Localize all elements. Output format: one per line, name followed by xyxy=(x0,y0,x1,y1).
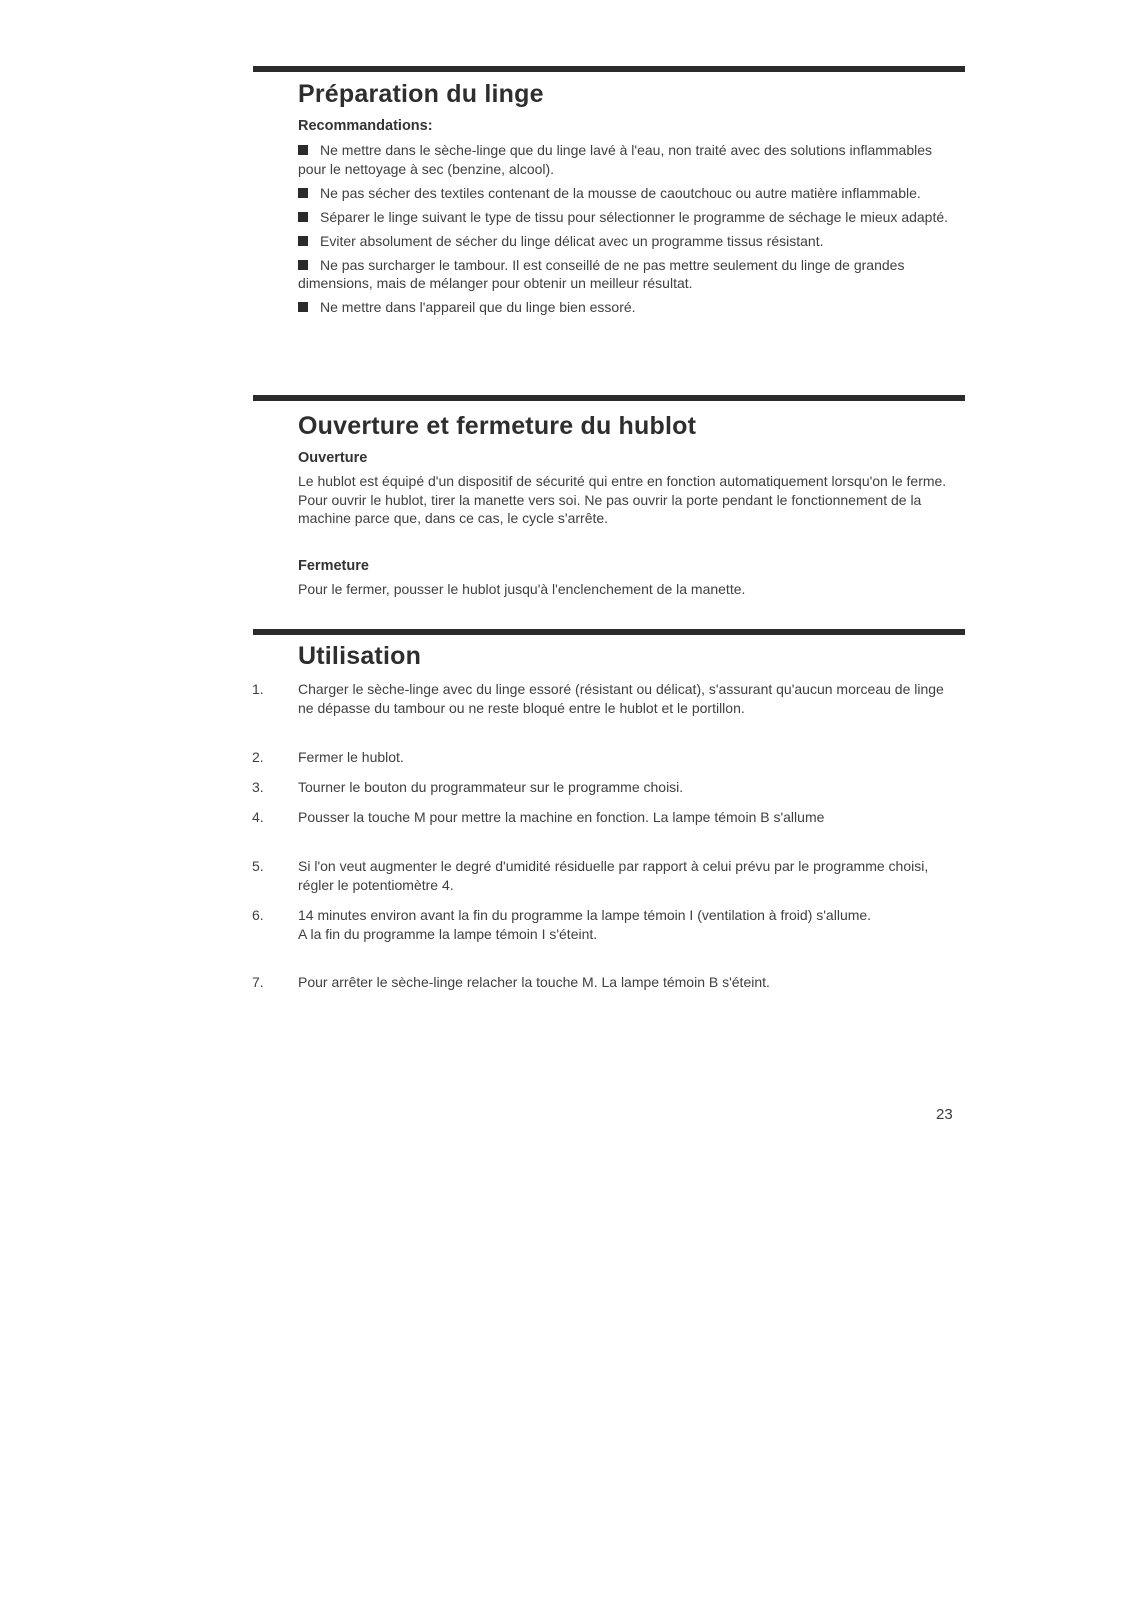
square-bullet-icon xyxy=(298,302,308,312)
list-item: Ne pas sécher des textiles contenant de la mousse de caoutchouc ou autre matière inflammable. xyxy=(298,184,958,203)
list-item: Ne mettre dans le sèche-linge que du linge lavé à l'eau, non traité avec des solutions inflammables pour le nettoyage à sec (benzine, alcool). xyxy=(298,142,933,177)
step-number: 7. xyxy=(252,974,264,990)
square-bullet-icon xyxy=(298,188,308,198)
step-2 xyxy=(252,748,958,767)
step-number: 1. xyxy=(252,681,264,697)
step-number: 3. xyxy=(252,779,264,795)
list-item: Ne pas surcharger le tambour. Il est conseillé de ne pas mettre seulement du linge de grandes dimensions, mais de mélanger pour obtenir un meilleur résultat. xyxy=(298,256,905,291)
subtitle-fermeture: Fermeture xyxy=(298,558,369,574)
step-3 xyxy=(252,778,958,797)
list-item: Séparer le linge suivant le type de tissu pour sélectionner le programme de séchage le mieux adapté. xyxy=(298,208,958,227)
subtitle-recommandations: Recommandations: xyxy=(298,118,433,134)
section-title-hublot: Ouverture et fermeture du hublot xyxy=(298,412,697,440)
list-item: Ne mettre dans l'appareil que du linge bien essoré. xyxy=(298,298,958,317)
step-number: 2. xyxy=(252,749,264,765)
square-bullet-icon xyxy=(298,145,308,155)
step-5 xyxy=(252,857,958,894)
step-number: 6. xyxy=(252,907,264,923)
step-number: 5. xyxy=(252,858,264,874)
section-title-utilisation: Utilisation xyxy=(298,642,422,670)
step-7 xyxy=(252,973,958,992)
section-divider-2 xyxy=(253,395,965,401)
section-title-preparation: Préparation du linge xyxy=(298,80,544,108)
section-divider-3 xyxy=(253,629,965,635)
step-text: 14 minutes environ avant la fin du programme la lampe témoin I (ventilation à froid) s'allume. xyxy=(298,907,872,923)
step-text: Pousser la touche M pour mettre la machine en fonction. La lampe témoin B s'allume xyxy=(298,809,825,825)
square-bullet-icon xyxy=(298,236,308,246)
step-text: Fermer le hublot. xyxy=(298,749,404,765)
step-text: Tourner le bouton du programmateur sur le programme choisi. xyxy=(298,779,684,795)
step-number: 4. xyxy=(252,809,264,825)
section-divider-1 xyxy=(253,66,965,72)
step-4 xyxy=(252,808,958,827)
step-text: Si l'on veut augmenter le degré d'umidité résiduelle par rapport à celui prévu par le programme choisi, régler le potentiomètre 4. xyxy=(298,858,929,893)
page-number: 23 xyxy=(936,1106,953,1123)
step-text-continued: A la fin du programme la lampe témoin I s'éteint. xyxy=(298,925,598,942)
list-item: Eviter absolument de sécher du linge délicat avec un programme tissus résistant. xyxy=(298,232,958,251)
square-bullet-icon xyxy=(298,212,308,222)
subtitle-ouverture: Ouverture xyxy=(298,450,368,466)
step-text: Charger le sèche-linge avec du linge essoré (résistant ou délicat), s'assurant qu'aucun morceau de linge ne dépasse du tambour ou ne reste bloqué entre le hublot et le portillon. xyxy=(298,681,944,716)
recommendations-list xyxy=(298,141,958,322)
paragraph-ouverture: Le hublot est équipé d'un dispositif de sécurité qui entre en fonction automatiquement lorsqu'on le ferme. Pour ouvrir le hublot, tirer la manette vers soi. Ne pas ouvrir la porte pendant le fonctionnement de la machine parce que, dans ce cas, le cycle s'arrête. xyxy=(298,473,947,526)
step-1 xyxy=(252,680,958,717)
step-text: Pour arrêter le sèche-linge relacher la touche M. La lampe témoin B s'éteint. xyxy=(298,974,770,990)
paragraph-fermeture: Pour le fermer, pousser le hublot jusqu'à l'enclenchement de la manette. xyxy=(298,581,746,597)
step-6 xyxy=(252,906,958,943)
square-bullet-icon xyxy=(298,260,308,270)
